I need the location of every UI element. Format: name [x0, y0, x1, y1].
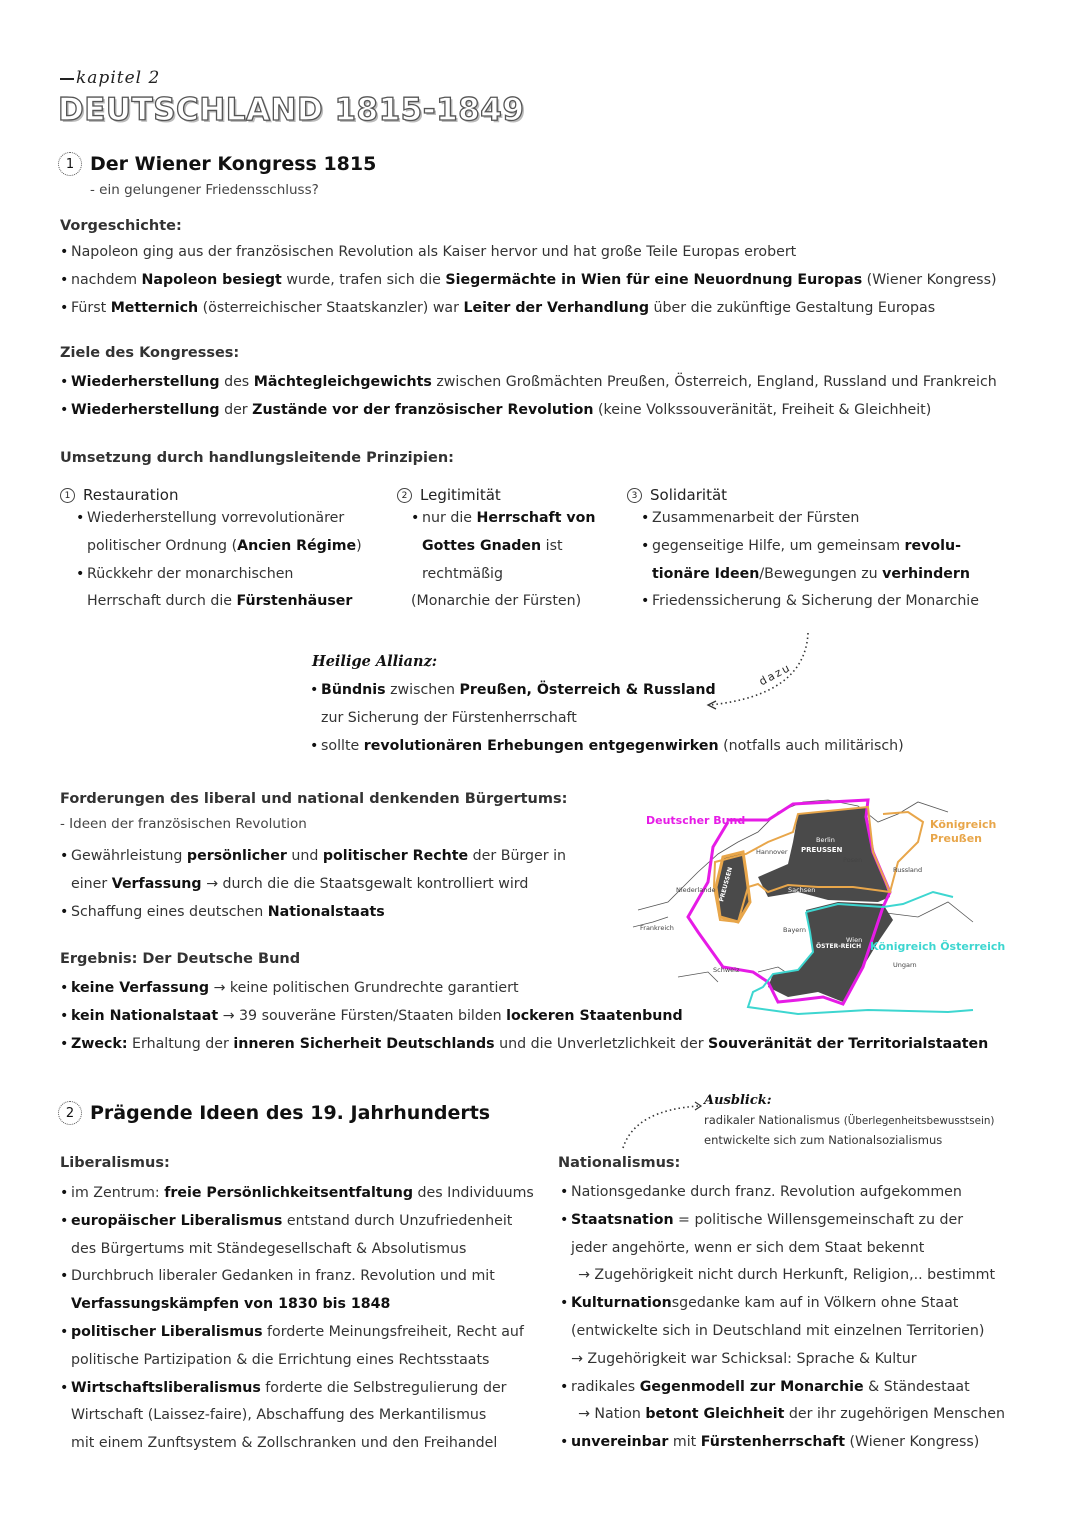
ausblick-text: [704, 1111, 994, 1150]
text: sgedanke kam auf in Völkern ohne Staat: [671, 1295, 959, 1312]
legend-deutscher-bund: Deutscher Bund: [646, 814, 746, 827]
prinzip-title: Restauration: [83, 486, 179, 504]
vorgeschichte-list: [60, 239, 997, 322]
chapter-kicker: kapitel 2: [60, 68, 160, 88]
liberalismus-heading: Liberalismus:: [60, 1155, 170, 1171]
bold-text: Wirtschaftsliberalismus: [71, 1379, 261, 1396]
text: Erhaltung der: [127, 1035, 234, 1052]
text: zwischen: [385, 682, 460, 698]
bold-text: Verfassungskämpfen von 1830 bis 1848: [71, 1296, 391, 1313]
text-line: [60, 871, 566, 899]
text-line: [76, 505, 362, 533]
text: → Nation: [578, 1406, 646, 1423]
text: Schaffung eines deutschen: [71, 903, 268, 920]
ausblick-heading: Ausblick:: [704, 1093, 772, 1108]
text: jeder angehörte, wenn er sich dem Staat bekennt: [571, 1239, 925, 1256]
text: (notfalls auch militärisch): [718, 737, 904, 754]
text: (Wiener Kongress): [862, 271, 997, 288]
text: Wirtschaft (Laissez-faire), Abschaffung des Merkantilismus: [71, 1407, 487, 1424]
bold-text: Metternich: [110, 299, 199, 316]
text-line: [560, 1346, 1005, 1374]
bold-text: Gottes Gnaden: [422, 537, 542, 554]
text: → Zugehörigkeit nicht durch Herkunft, Religion,.. bestimmt: [578, 1267, 996, 1284]
map-place: Sachsen: [788, 886, 816, 894]
forderungen-heading: Forderungen des liberal und national denkenden Bürgertums:: [60, 791, 568, 807]
bold-text: Fürstenherrschaft: [700, 1434, 845, 1451]
ziele-heading: Ziele des Kongresses:: [60, 345, 240, 361]
prinzip-list: [397, 505, 596, 616]
bold-text: betont Gleichheit: [645, 1406, 785, 1423]
bold-text: Leiter der Verhandlung: [463, 299, 650, 316]
text: und die Unverletzlichkeit der: [494, 1035, 709, 1052]
text: forderte Meinungsfreiheit, Recht auf: [262, 1323, 524, 1340]
map-place: Wien: [846, 936, 863, 944]
text-line: [60, 899, 566, 927]
bold-text: politischer Rechte: [322, 848, 469, 864]
bold-text: Bündnis: [321, 682, 386, 698]
text: & Ständestaat: [863, 1378, 970, 1395]
text-line: [411, 588, 596, 616]
bold-text: Wiederherstellung: [71, 401, 220, 418]
bold-text: keine Verfassung: [71, 980, 210, 996]
text: forderte die Selbstregulierung der: [260, 1379, 507, 1396]
bold-text: Souveränität der Territorialstaaten: [708, 1035, 989, 1052]
section-title: Der Wiener Kongress 1815: [90, 153, 377, 175]
text: zwischen Großmächten Preußen, Österreich, England, Russland und Frankreich: [431, 374, 997, 390]
bold-text: unvereinbar: [571, 1434, 669, 1451]
prinzipien-heading: Umsetzung durch handlungsleitende Prinzipien:: [60, 450, 454, 466]
bold-text: Ancien Régime: [237, 537, 357, 554]
section-title: Prägende Ideen des 19. Jahrhunderts: [90, 1102, 491, 1124]
text-line: [60, 1291, 534, 1319]
bold-text: Mächtegleichgewichts: [253, 374, 432, 390]
legend-koenigreich-preussen: Königreich Preußen: [930, 818, 997, 845]
prinzip-restauration: [60, 486, 362, 616]
text: Zusammenarbeit der Fürsten: [652, 510, 860, 526]
bold-text: tionäre Ideen: [652, 565, 760, 582]
forderungen-subheading: - Ideen der französischen Revolution: [60, 816, 307, 832]
map-place: Berlin: [816, 836, 835, 844]
text-line: [704, 1131, 994, 1150]
text: gegenseitige Hilfe, um gemeinsam: [652, 537, 905, 554]
text-line: [60, 369, 997, 397]
section-number-badge: 1: [58, 152, 82, 176]
prinzip-number: 1: [60, 488, 75, 503]
text: im Zentrum:: [71, 1185, 165, 1201]
text-line: [60, 1263, 534, 1291]
text: entwickelte sich zum Nationalsozialismus: [704, 1133, 943, 1147]
section-2-heading: [58, 1101, 490, 1125]
page-title: DEUTSCHLAND 1815-1849: [58, 92, 525, 128]
text-line: [560, 1429, 1005, 1457]
text: wurde, trafen sich die: [281, 271, 446, 288]
map-place: Russland: [893, 866, 923, 874]
ergebnis-heading: Ergebnis: Der Deutsche Bund: [60, 951, 301, 967]
bold-text: Nationalstaats: [267, 903, 385, 920]
bold-text: politischer Liberalismus: [71, 1323, 263, 1340]
text-line: [310, 677, 904, 705]
text: ist: [541, 537, 563, 554]
text: der Bürger in: [468, 848, 567, 864]
text: Nationsgedanke durch franz. Revolution aufgekommen: [571, 1184, 962, 1200]
text-line: [60, 267, 997, 295]
text-line: [76, 561, 362, 589]
text-line: [60, 1236, 534, 1264]
text-line: [641, 533, 979, 561]
text: → durch die die Staatsgewalt kontrolliert wird: [201, 875, 529, 892]
text: Wiederherstellung vorrevolutionärer: [87, 510, 345, 526]
text-line: [60, 1430, 534, 1458]
prinzip-legitimitaet: [397, 486, 596, 616]
text: politischer Ordnung (: [87, 537, 238, 554]
text: (keine Volkssouveränität, Freiheit & Gleichheit): [593, 401, 932, 418]
forderungen-list: [60, 843, 566, 926]
section-subtitle: - ein gelungener Friedensschluss?: [90, 182, 319, 198]
bold-text: persönlicher: [186, 848, 287, 864]
bold-text: Siegermächte in Wien für eine Neuordnung Europas: [445, 271, 863, 288]
ziele-list: [60, 369, 997, 425]
text-line: [76, 533, 362, 561]
text-line: [60, 1208, 534, 1236]
text: nur die: [422, 510, 477, 526]
text-line: [411, 561, 596, 589]
text-line: [560, 1207, 1005, 1235]
text: = politische Willensgemeinschaft zu der: [673, 1211, 964, 1228]
bold-text: Kulturnation: [571, 1295, 672, 1312]
bold-text: verhindern: [882, 565, 970, 582]
text: radikales: [571, 1378, 640, 1395]
arrow-label: dazu: [756, 660, 794, 689]
map-place: Frankreich: [640, 924, 674, 932]
bold-text: Zustände vor der französischer Revolution: [252, 401, 594, 418]
prinzip-number: 2: [397, 488, 412, 503]
text-line: [60, 843, 566, 871]
text: → Zugehörigkeit war Schicksal: Sprache & Kultur: [571, 1350, 917, 1367]
text: Durchbruch liberaler Gedanken in franz. Revolution und mit: [71, 1268, 495, 1285]
text: über die zukünftige Gestaltung Europas: [649, 299, 936, 316]
text-line: [560, 1262, 1005, 1290]
text-line: [60, 1180, 534, 1208]
text: einer: [71, 875, 112, 892]
text: des Bürgertums mit Ständegesellschaft & Absolutismus: [71, 1240, 467, 1257]
text: rechtmäßig: [422, 565, 504, 582]
text: Fürst: [71, 299, 111, 316]
text: und: [286, 848, 323, 864]
prinzip-title: Solidarität: [650, 486, 728, 504]
text: sollte: [321, 737, 364, 754]
text-line: [60, 397, 997, 425]
text: → keine politischen Grundrechte garantiert: [209, 980, 519, 996]
text: Herrschaft durch die: [87, 593, 237, 610]
text-line: [411, 505, 596, 533]
dotted-arrow-icon: [615, 1098, 705, 1153]
text-line: [704, 1111, 994, 1131]
text: ): [356, 537, 362, 554]
text-line: [560, 1290, 1005, 1318]
text-line: [60, 239, 997, 267]
text: Friedenssicherung & Sicherung der Monarchie: [652, 593, 979, 610]
bold-text: Gegenmodell zur Monarchie: [639, 1378, 864, 1395]
bold-text: inneren Sicherheit Deutschlands: [233, 1035, 495, 1052]
map-place: Posen: [843, 856, 863, 864]
nationalismus-list: [560, 1179, 1005, 1457]
bold-text: Fürstenhäuser: [236, 593, 353, 610]
prinzip-list: [627, 505, 979, 616]
text-line: [411, 533, 596, 561]
text: radikaler Nationalismus: [704, 1113, 844, 1127]
text: (Wiener Kongress): [844, 1434, 980, 1451]
map-label-preussen-west: PREUSSEN: [718, 866, 735, 903]
legend-koenigreich-oesterreich: Königreich Österreich: [870, 940, 1006, 953]
text-line: [310, 705, 904, 733]
text: nachdem: [71, 271, 142, 288]
heilige-allianz-list: [310, 677, 904, 760]
bold-text: Zweck:: [71, 1035, 128, 1052]
text-line: [560, 1401, 1005, 1429]
text-line: [641, 588, 979, 616]
map-label-oesterreich: ÖSTER-REICH: [816, 943, 862, 950]
bold-text: Wiederherstellung: [71, 374, 220, 390]
text: Rückkehr der monarchischen: [87, 565, 294, 582]
map-place: Niederlande: [676, 886, 716, 894]
text-line: [560, 1235, 1005, 1263]
text: → 39 souveräne Fürsten/Staaten bilden: [218, 1007, 507, 1024]
prinzip-number: 3: [627, 488, 642, 503]
map-label-preussen: PREUSSEN: [801, 846, 843, 854]
bold-text: freie Persönlichkeitsentfaltung: [164, 1185, 413, 1201]
text: mit einem Zunftsystem & Zollschranken und den Freihandel: [71, 1435, 498, 1452]
bold-text: kein Nationalstaat: [71, 1007, 219, 1024]
text-line: [310, 733, 904, 761]
map-place: Bayern: [783, 926, 806, 934]
text: der ihr zugehörigen Menschen: [784, 1406, 1005, 1423]
heilige-allianz-heading: Heilige Allianz:: [312, 653, 438, 670]
text: entstand durch Unzufriedenheit: [282, 1212, 513, 1229]
text: politische Partizipation & die Errichtung eines Rechtsstaats: [71, 1351, 490, 1368]
text: des: [219, 374, 254, 390]
text: (Monarchie der Fürsten): [411, 593, 582, 610]
text-line: [60, 1347, 534, 1375]
text-line: [560, 1318, 1005, 1346]
text-line: [60, 1319, 534, 1347]
map-place: Ungarn: [893, 961, 917, 969]
bold-text: europäischer Liberalismus: [71, 1212, 283, 1229]
text-line: [60, 1031, 988, 1059]
text: mit: [668, 1434, 701, 1451]
text-line: [60, 295, 997, 323]
prinzip-solidaritaet: [627, 486, 979, 616]
bold-text: Staatsnation: [571, 1211, 674, 1228]
bold-text: revolutionären Erhebungen entgegenwirken: [363, 737, 719, 754]
bold-text: Verfassung: [111, 875, 202, 892]
text-line: [641, 561, 979, 589]
text: zur Sicherung der Fürstenherrschaft: [321, 709, 577, 726]
bold-text: Herrschaft von: [476, 510, 596, 526]
prinzip-list: [60, 505, 362, 616]
text: (entwickelte sich in Deutschland mit einzelnen Territorien): [571, 1322, 985, 1339]
section-number-badge: 2: [58, 1101, 82, 1125]
bold-text: revolu-: [904, 537, 961, 554]
text-line: [560, 1374, 1005, 1402]
bold-text: Napoleon besiegt: [141, 271, 282, 288]
liberalismus-list: [60, 1180, 534, 1458]
bold-text: lockeren Staatenbund: [506, 1007, 683, 1024]
text-line: [560, 1179, 1005, 1207]
text: Gewährleistung: [71, 848, 187, 864]
text: (Überlegenheitsbewusstsein): [843, 1115, 995, 1127]
text-line: [60, 1402, 534, 1430]
section-1-heading: [58, 152, 376, 176]
deutscher-bund-map: [628, 792, 1008, 1017]
text-line: [641, 505, 979, 533]
map-place: Hannover: [756, 848, 788, 856]
text: Napoleon ging aus der französischen Revolution als Kaiser hervor und hat große Teile Europas erobert: [71, 244, 797, 260]
text: des Individuums: [413, 1185, 534, 1201]
map-place: Schweiz: [713, 966, 740, 974]
text: (österreichischer Staatskanzler) war: [198, 299, 464, 316]
text: /Bewegungen zu: [759, 565, 883, 582]
text: der: [219, 401, 253, 418]
prinzip-title: Legitimität: [420, 486, 501, 504]
vorgeschichte-heading: Vorgeschichte:: [60, 218, 182, 234]
nationalismus-heading: Nationalismus:: [558, 1155, 681, 1171]
text-line: [60, 1375, 534, 1403]
bold-text: Preußen, Österreich & Russland: [459, 682, 716, 698]
text-line: [76, 588, 362, 616]
